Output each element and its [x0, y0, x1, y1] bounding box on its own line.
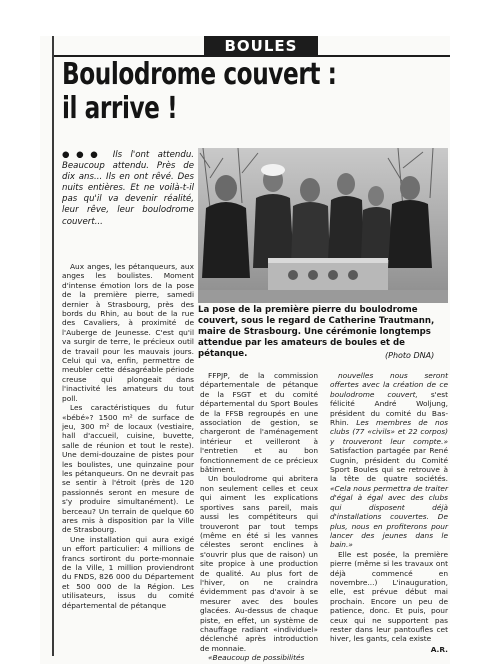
quote-text: Les membres de nos clubs (77 «civils» et 22 corpos) y trouveront leur compte.» — [330, 418, 448, 446]
lede-text: Ils l'ont attendu. Beaucoup attendu. Près de dix ans... Ils en ont rêvé. Des nuits entières. Et ne voilà-t-il pas qu'il va devenir réalité, leur rêve, leur boulodrome couvert... — [62, 150, 195, 227]
paragraph: Aux anges, les pétanqueurs, aux anges les boulistes. Moment d'intense émotion lors de la pose de la première pierre, samedi dernier à Strasbourg, près des bords du Rhin, au bout de la rue des Cavaliers, à proximité de l'Auberge de Jeunesse. C'est qu'il va surgir de terre, le précieux outil de travail pour les mauvais jours. Celui qui va, enfin, permettre de meubler cette désagréable période creuse qui plongeait dans l'inactivité les amateurs du tout poll. — [62, 262, 194, 403]
lede-paragraph — [62, 150, 194, 228]
clipping-edge — [52, 36, 54, 656]
quote-text: nouvelles nous seront offertes avec la création de ce boulodrome couvert, — [330, 371, 448, 399]
ceremony-photo — [198, 148, 448, 303]
photo-credit: (Photo DNA) — [385, 351, 435, 360]
section-rubric: BOULES — [204, 36, 318, 56]
paragraph: FFPJP, de la commission départementale de pétanque de la FSGT et du comité départemental du Sport Boules de la FFSB regroupés en une association de gestion, se chargeront de l'aménagement intérieur et veilleront à l'entretien et au bon fonctionnement de ce précieux bâtiment. — [200, 371, 318, 475]
headline-line-1: Boulodrome couvert : — [62, 57, 337, 92]
paragraph: Une installation qui aura exigé un effort particulier: 4 millions de francs sortiront du porte-monnaie de la Ville, 1 million proviendront du FNDS, 826 000 du Département et 500 000 de la Région. Les utilisateurs, issus du comité départemental de pétanque — [62, 534, 194, 610]
headline-line-2: il arrive ! — [62, 91, 178, 126]
paragraph: Elle est posée, la première pierre (même si les travaux ont déjà commencé en novembre...) L'inauguration, elle, est prévue début mai prochain. Encore un peu de patience, donc. Et puis, pour ceux qui ne supportent pas rester dans leur pantoufles cet hiver, les gants, cela existe — [330, 549, 448, 644]
body-text: Satisfaction partagée par René Cugnin, président du Comité Sport Boules qui se retrouve à la tête de quatre sociétés. — [330, 446, 448, 484]
author-signature: A.R. — [430, 644, 448, 654]
article-column-3 — [330, 371, 448, 654]
body-text: s'est félicité André Woljung, président du comité du Bas-Rhin. — [330, 389, 448, 428]
paragraph — [330, 371, 448, 550]
article-column-2 — [200, 371, 318, 663]
lede-bullets: ●●● — [62, 150, 105, 160]
quote-text: «Cela nous permettra de traiter d'égal à égal avec des clubs qui disposent déjà d'installations couvertes. De plus, nous en profiterons pour lancer des jeunes dans le bain.» — [330, 483, 448, 550]
paragraph: Un boulodrome qui abritera non seulement celles et ceux qui aiment les explications sportives sans pareil, mais aussi les compétiteurs qui trouveront par tout temps (même en été si les vannes célestes seront enclines à s'ouvrir plus que de raison) un site propice à une production de qualité. Au plus fort de l'hiver, on ne craindra évidemment pas d'avoir à se mesurer avec des boules glacées. Au-dessus de chaque piste, en effet, un système de chauffage radiant «individuel» déclenché après introduction de monnaie. — [200, 474, 318, 653]
photo-caption: La pose de la première pierre du boulodrome couvert, sous le regard de Catherine Trautmann, maire de Strasbourg. Une cérémonie longtemps attendue par les amateurs de boules et de pétanque. — [198, 305, 435, 359]
headline — [62, 58, 393, 126]
article-column-1 — [62, 262, 194, 610]
paragraph: «Beaucoup de possibilités — [208, 653, 305, 663]
paragraph: Les caractéristiques du futur «bébé»? 1500 m² de surface de jeu, 300 m² de locaux (vestiaire, hall d'accueil, cuisine, buvette, salle de réunion et tout le reste). Une demi-douzaine de pistes pour les boulistes, une quinzaine pour les pétanqueurs. On ne devrait pas se sentir à l'étroit (près de 120 passionnés seront en mesure de s'y produire simultanément). Le berceau? Un terrain de quelque 60 ares mis à disposition par la Ville de Strasbourg. — [62, 403, 194, 535]
news-photo — [198, 148, 448, 303]
